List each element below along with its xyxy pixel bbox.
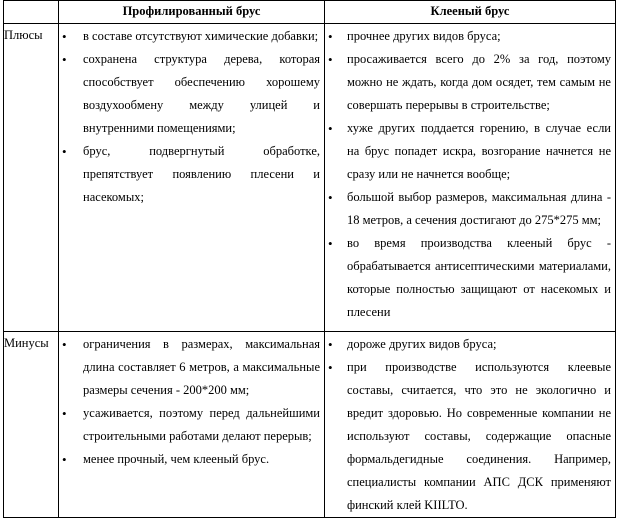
list-item: • во время производства клееный брус - обрабатывается антисептическими материалами, которые полностью защищают от насекомых и плесени xyxy=(325,232,611,324)
pros-glued-list xyxy=(325,24,615,324)
list-item: • прочнее других видов бруса; xyxy=(325,25,611,48)
header-profiled-beam: Профилированный брус xyxy=(59,1,325,24)
header-glued-beam: Клееный брус xyxy=(325,1,616,24)
pros-glued-cell xyxy=(325,24,616,332)
list-item: • менее прочный, чем клееный брус. xyxy=(59,448,320,471)
cons-label: Минусы xyxy=(4,332,59,518)
header-row xyxy=(4,1,616,24)
cons-glued-cell xyxy=(325,332,616,518)
cons-profiled-list xyxy=(59,332,324,471)
list-item: • дороже других видов бруса; xyxy=(325,333,611,356)
cons-glued-list xyxy=(325,332,615,517)
comparison-table xyxy=(3,0,616,518)
pros-label: Плюсы xyxy=(4,24,59,332)
list-item: • большой выбор размеров, максимальная длина - 18 метров, а сечения достигают до 275*275 мм; xyxy=(325,186,611,232)
cons-row xyxy=(4,332,616,518)
list-item: • просаживается всего до 2% за год, поэтому можно не ждать, когда дом осядет, тем самым не совершать перерывы в строительстве; xyxy=(325,48,611,117)
list-item: • при производстве используются клеевые составы, считается, что это не экологично и вредит здоровью. Но современные компании не используют составы, содержащие опасные формальдегидные соединения. Например, специалисты компании АПС ДСК применяют финский клей KIILTO. xyxy=(325,356,611,517)
list-item: • хуже других поддается горению, в случае если на брус попадет искра, возгорание начнется не сразу или не начнется вообще; xyxy=(325,117,611,186)
pros-row xyxy=(4,24,616,332)
header-empty-cell xyxy=(4,1,59,24)
list-item: • усаживается, поэтому перед дальнейшими строительными работами делают перерыв; xyxy=(59,402,320,448)
cons-profiled-cell xyxy=(59,332,325,518)
list-item: • ограничения в размерах, максимальная длина составляет 6 метров, а максимальные размеры сечения - 200*200 мм; xyxy=(59,333,320,402)
list-item: • брус, подвергнутый обработке, препятствует появлению плесени и насекомых; xyxy=(59,140,320,209)
list-item: • в составе отсутствуют химические добавки; xyxy=(59,25,320,48)
pros-profiled-list xyxy=(59,24,324,209)
list-item: • сохранена структура дерева, которая способствует обеспечению хорошему воздухообмену между улицей и внутренними помещениями; xyxy=(59,48,320,140)
pros-profiled-cell xyxy=(59,24,325,332)
